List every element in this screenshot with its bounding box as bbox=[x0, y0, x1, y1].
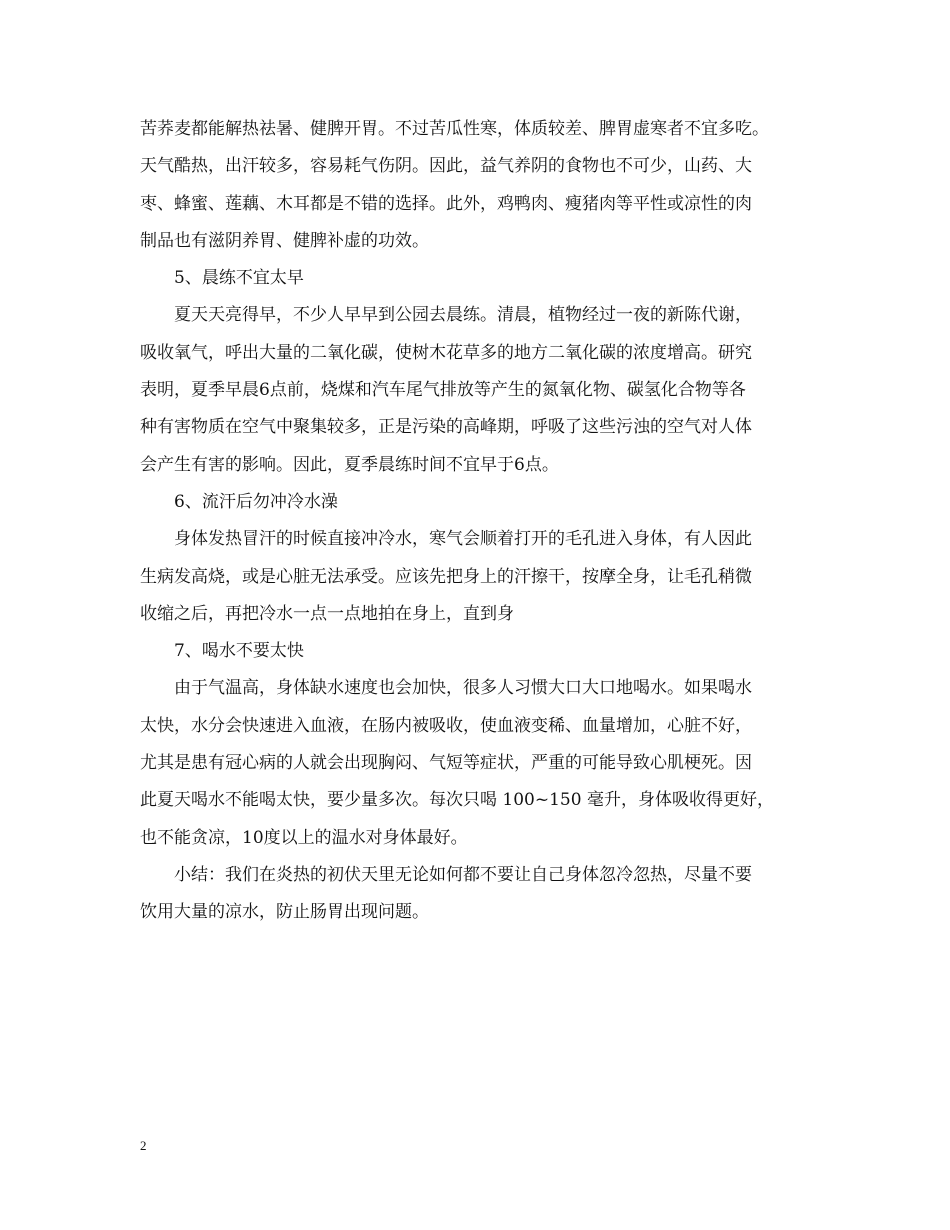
text-line-3: 枣、蜂蜜、莲藕、木耳都是不错的选择。此外，鸡鸭肉、瘦猪肉等平性或凉性的肉 bbox=[140, 193, 752, 214]
text-line-8: 表明，夏季早晨6点前，烧煤和汽车尾气排放等产生的氮氧化物、碳氢化合物等各 bbox=[140, 380, 746, 401]
section-heading-6: 6、流汗后勿冲冷水澡 bbox=[174, 491, 338, 512]
text-line-4: 制品也有滋阴养胃、健脾补虚的功效。 bbox=[140, 230, 429, 251]
text-line-9: 种有害物质在空气中聚集较多，正是污染的高峰期，呼吸了这些污浊的空气对人体 bbox=[140, 417, 752, 438]
text-line-2: 天气酷热，出汗较多，容易耗气伤阴。因此，益气养阴的食物也不可少，山药、大 bbox=[140, 156, 752, 177]
section-heading-7: 7、喝水不要太快 bbox=[174, 641, 304, 662]
text-line-10: 会产生有害的影响。因此，夏季晨练时间不宜早于6点。 bbox=[140, 454, 559, 475]
text-line-14: 收缩之后，再把冷水一点一点地拍在身上，直到身 bbox=[140, 603, 514, 624]
text-line-20: 也不能贪凉，10度以上的温水对身体最好。 bbox=[140, 827, 468, 848]
text-line-6: 夏天天亮得早，不少人早早到公园去晨练。清晨，植物经过一夜的新陈代谢， bbox=[174, 305, 752, 326]
text-line-7: 吸收氧气，呼出大量的二氧化碳，使树木花草多的地方二氧化碳的浓度增高。研究 bbox=[140, 342, 752, 363]
body-text bbox=[140, 111, 820, 932]
text-line-17: 太快，水分会快速进入血液，在肠内被吸收，使血液变稀、血量增加，心脏不好， bbox=[140, 715, 752, 736]
page-number: 2 bbox=[140, 1138, 147, 1153]
summary-line-2: 饮用大量的凉水，防止肠胃出现问题。 bbox=[140, 902, 429, 923]
text-line-19: 此夏天喝水不能喝太快，要少量多次。每次只喝 100~150 毫升，身体吸收得更好， bbox=[140, 790, 774, 811]
text-line-18: 尤其是患有冠心病的人就会出现胸闷、气短等症状，严重的可能导致心肌梗死。因 bbox=[140, 753, 752, 774]
section-heading-5: 5、晨练不宜太早 bbox=[174, 268, 304, 289]
text-line-13: 生病发高烧，或是心脏无法承受。应该先把身上的汗擦干，按摩全身，让毛孔稍微 bbox=[140, 566, 752, 587]
text-line-12: 身体发热冒汗的时候直接冲冷水，寒气会顺着打开的毛孔进入身体，有人因此 bbox=[174, 529, 752, 550]
summary-line-1: 小结：我们在炎热的初伏天里无论如何都不要让自己身体忽冷忽热，尽量不要 bbox=[174, 864, 752, 885]
text-line-16: 由于气温高，身体缺水速度也会加快，很多人习惯大口大口地喝水。如果喝水 bbox=[174, 678, 752, 699]
text-line-1: 苦荞麦都能解热祛暑、健脾开胃。不过苦瓜性寒，体质较差、脾胃虚寒者不宜多吃。 bbox=[140, 119, 769, 139]
